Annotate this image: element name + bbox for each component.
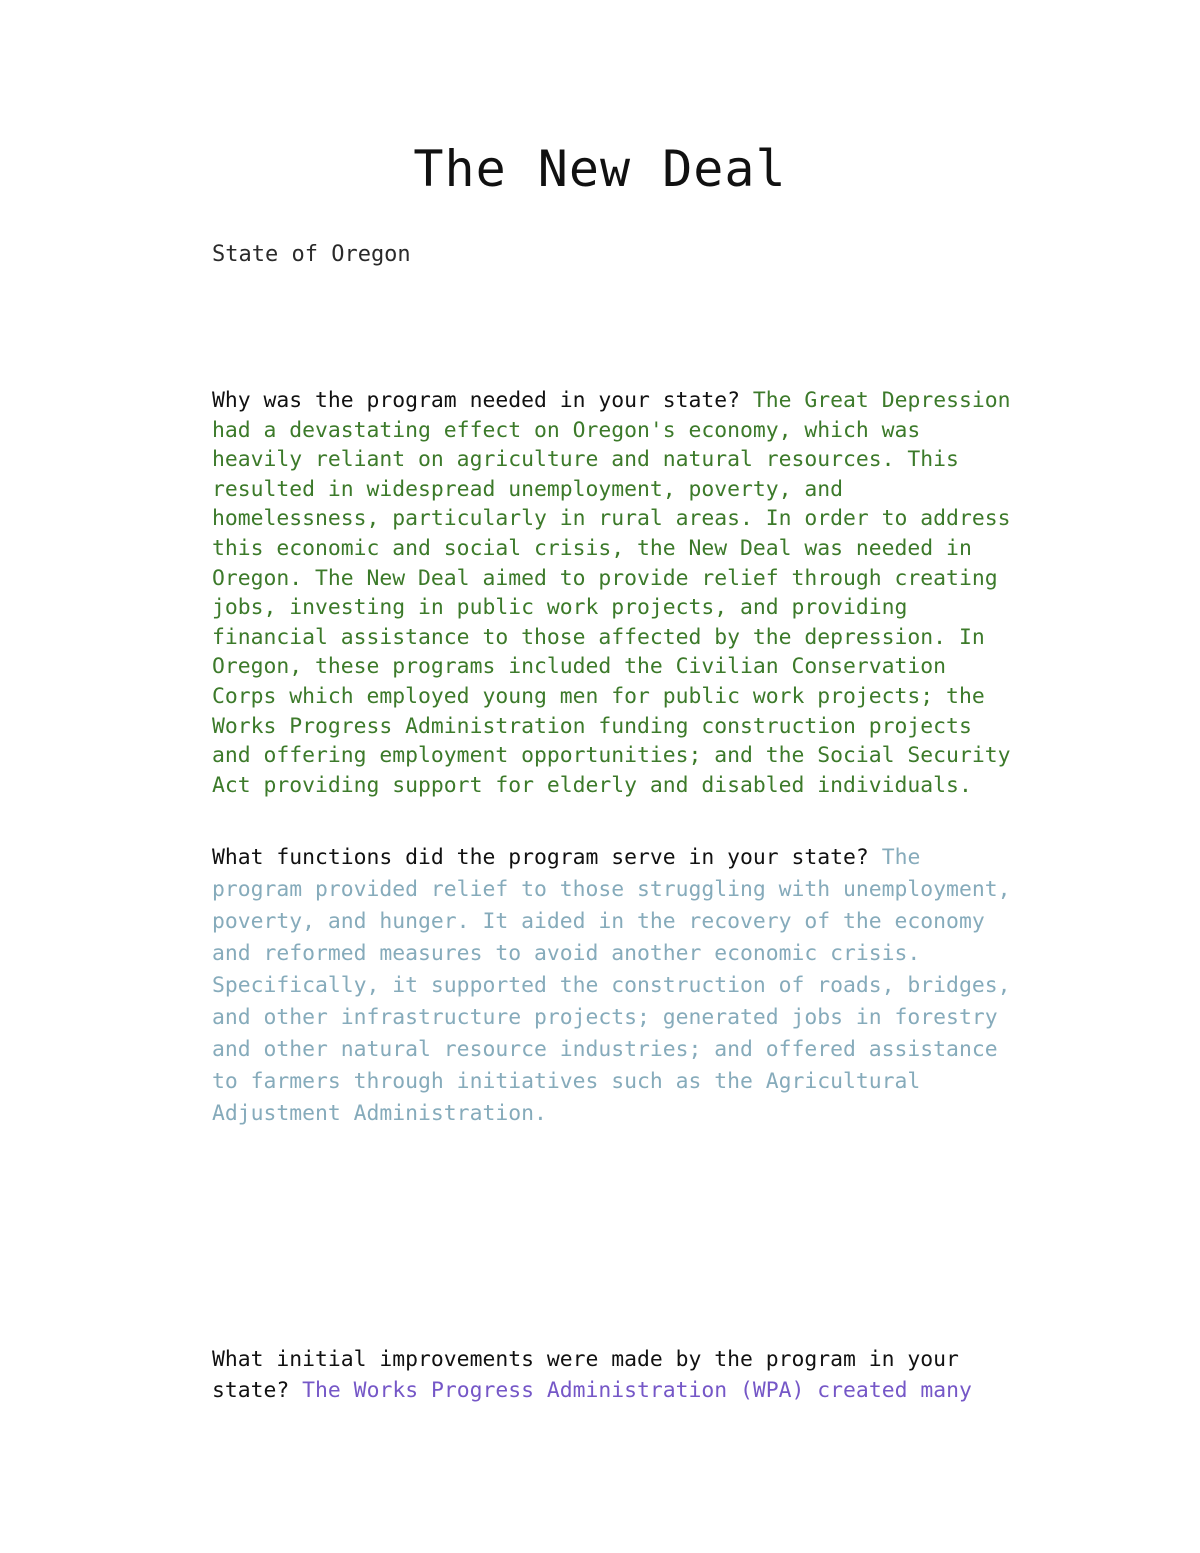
section-improvements — [212, 1344, 1022, 1406]
section-need — [212, 386, 1022, 800]
answer-text: The Works Progress Administration (WPA) created many — [302, 1378, 972, 1403]
question-text: Why was the program needed in your state? — [212, 388, 741, 413]
question-text: What initial improvements were made by the program in your state? — [212, 1347, 959, 1403]
answer-text: The Great Depression had a devastating effect on Oregon's economy, which was heavily reliant on agriculture and natural resources. This resulted in widespread unemployment, poverty, and homelessness, particularly in rural areas. In order to address this economic and social crisis, the New Deal was needed in Oregon. The New Deal aimed to provide relief through creating jobs, investing in public work projects, and providing financial assistance to those affected by the depression. In Oregon, these programs included the Civilian Conservation Corps which employed young men for public work projects; the Works Progress Administration funding construction projects and offering employment opportunities; and the Social Security Act providing support for elderly and disabled individuals. — [212, 388, 1011, 798]
section-functions — [212, 842, 1022, 1130]
answer-text: The program provided relief to those struggling with unemployment, poverty, and hunger. It aided in the recovery of the economy and reformed measures to avoid another economic crisis. Specifically, it supported the construction of roads, bridges, and other infrastructure projects; generated jobs in forestry and other natural resource industries; and offered assistance to farmers through initiatives such as the Agricultural Adjustment Administration. — [212, 845, 1011, 1126]
question-text: What functions did the program serve in your state? — [212, 845, 869, 870]
page-title: The New Deal — [413, 140, 787, 198]
page-subtitle: State of Oregon — [212, 242, 411, 267]
